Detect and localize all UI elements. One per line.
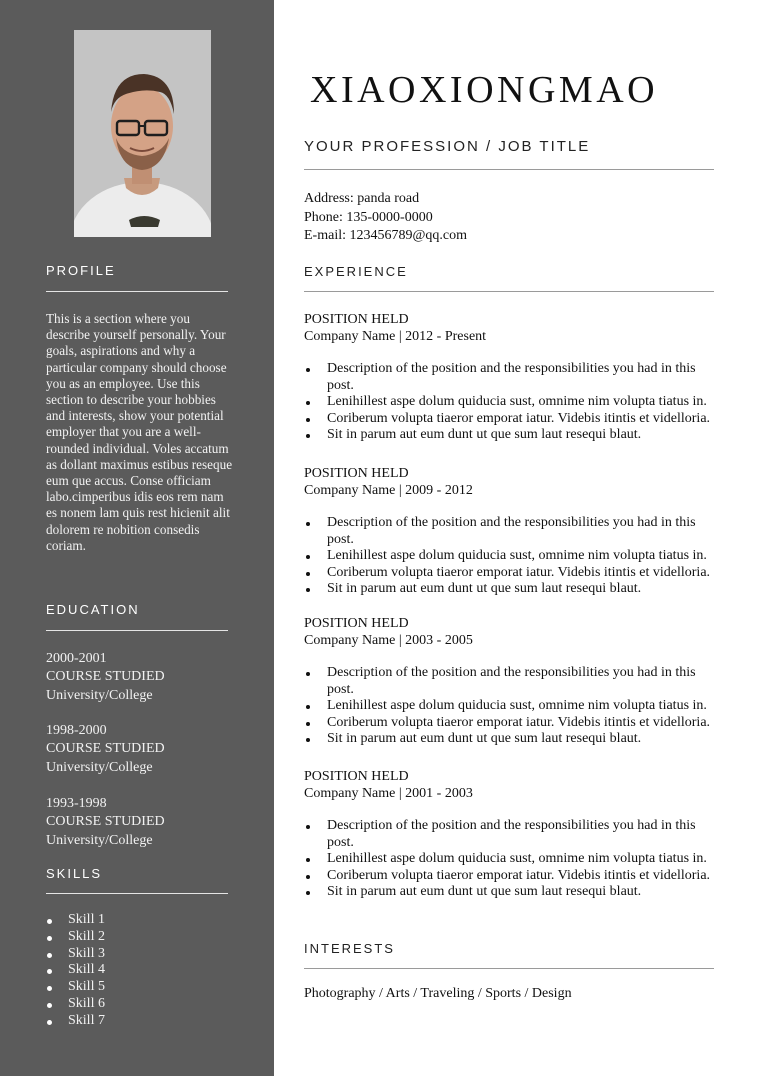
profile-photo-image xyxy=(74,30,211,237)
skill-item: Skill 1 xyxy=(46,912,105,929)
responsibility-item: Description of the position and the responsibilities you had in this post. xyxy=(304,665,724,698)
education-school: University/College xyxy=(46,687,153,703)
education-course: COURSE STUDIED xyxy=(46,814,165,830)
responsibility-item: Lenihillest aspe dolum quiducia sust, omnime nim volupta tiatus in. xyxy=(304,548,724,565)
education-divider xyxy=(46,630,228,631)
responsibility-item: Lenihillest aspe dolum quiducia sust, omnime nim volupta tiatus in. xyxy=(304,394,724,411)
profile-photo xyxy=(74,30,211,237)
education-years: 1993-1998 xyxy=(46,796,107,811)
responsibility-item: Lenihillest aspe dolum quiducia sust, omnime nim volupta tiatus in. xyxy=(304,851,724,868)
responsibility-item: Coriberum volupta tiaeror emporat iatur. Videbis itintis et videlloria. xyxy=(304,565,724,582)
responsibility-item: Sit in parum aut eum dunt ut que sum laut resequi blaut. xyxy=(304,731,724,748)
responsibility-item: Coriberum volupta tiaeror emporat iatur. Videbis itintis et videlloria. xyxy=(304,715,724,732)
education-course: COURSE STUDIED xyxy=(46,669,165,685)
person-name: XIAOXIONGMAO xyxy=(310,69,659,111)
responsibility-item: Coriberum volupta tiaeror emporat iatur. Videbis itintis et videlloria. xyxy=(304,868,724,885)
position-title: POSITION HELD xyxy=(304,312,409,327)
experience-entry xyxy=(304,311,724,444)
company-line: Company Name | 2001 - 2003 xyxy=(304,786,473,801)
experience-entry xyxy=(304,615,724,748)
education-school: University/College xyxy=(46,759,153,775)
responsibility-item: Description of the position and the responsibilities you had in this post. xyxy=(304,515,724,548)
position-title: POSITION HELD xyxy=(304,616,409,631)
responsibility-list xyxy=(304,818,724,901)
skill-item: Skill 2 xyxy=(46,929,105,946)
interests-divider xyxy=(304,968,714,969)
skills-divider xyxy=(46,893,228,894)
responsibility-list xyxy=(304,665,724,748)
responsibility-item: Lenihillest aspe dolum quiducia sust, omnime nim volupta tiatus in. xyxy=(304,698,724,715)
experience-heading: EXPERIENCE xyxy=(304,264,408,279)
company-line: Company Name | 2009 - 2012 xyxy=(304,483,473,498)
responsibility-list xyxy=(304,361,724,444)
position-title: POSITION HELD xyxy=(304,769,409,784)
contact-email: E-mail: 123456789@qq.com xyxy=(304,228,467,243)
education-school: University/College xyxy=(46,832,153,848)
responsibility-item: Description of the position and the responsibilities you had in this post. xyxy=(304,818,724,851)
experience-entry xyxy=(304,465,724,598)
company-line: Company Name | 2012 - Present xyxy=(304,329,487,344)
responsibility-item: Description of the position and the responsibilities you had in this post. xyxy=(304,361,724,394)
education-entry xyxy=(46,650,165,705)
responsibility-item: Sit in parum aut eum dunt ut que sum laut resequi blaut. xyxy=(304,427,724,444)
interests-heading: INTERESTS xyxy=(304,941,395,956)
responsibility-list xyxy=(304,515,724,598)
skill-item: Skill 7 xyxy=(46,1013,105,1030)
skill-item: Skill 5 xyxy=(46,979,105,996)
responsibility-item: Sit in parum aut eum dunt ut que sum laut resequi blaut. xyxy=(304,581,724,598)
responsibility-item: Sit in parum aut eum dunt ut que sum laut resequi blaut. xyxy=(304,884,724,901)
job-title: YOUR PROFESSION / JOB TITLE xyxy=(304,138,591,155)
experience-divider xyxy=(304,291,714,292)
education-years: 1998-2000 xyxy=(46,723,107,738)
education-entry xyxy=(46,795,165,850)
skills-heading: SKILLS xyxy=(46,866,103,881)
position-title: POSITION HELD xyxy=(304,466,409,481)
contact-address: Address: panda road xyxy=(304,191,420,206)
education-entry xyxy=(46,722,165,777)
profile-text: This is a section where you describe yourself personally. Your goals, aspirations and why a particular company should choose you as an employee. Use this section to describe your hobbies and interests, show your potential employer that you are a well-rounded individual. Voles accatum as dollant maximus estibus reseque eum que accus. Conse officiam labo.cimperibus idis eos rem nam es nonem lam quis rest hicienit alit dolorem re nobition consedis coriam. xyxy=(46,311,233,553)
skill-item: Skill 4 xyxy=(46,962,105,979)
skills-list xyxy=(46,912,105,1030)
profile-divider xyxy=(46,291,228,292)
contact-info xyxy=(304,190,467,246)
profile-heading: PROFILE xyxy=(46,263,116,278)
contact-phone: Phone: 135-0000-0000 xyxy=(304,209,433,225)
interests-text: Photography / Arts / Traveling / Sports / Design xyxy=(304,986,572,1001)
education-heading: EDUCATION xyxy=(46,602,140,617)
skill-item: Skill 3 xyxy=(46,946,105,963)
education-years: 2000-2001 xyxy=(46,651,107,666)
sidebar xyxy=(0,0,274,1076)
title-divider xyxy=(304,169,714,170)
education-course: COURSE STUDIED xyxy=(46,741,165,757)
skill-item: Skill 6 xyxy=(46,996,105,1013)
experience-entry xyxy=(304,768,724,901)
responsibility-item: Coriberum volupta tiaeror emporat iatur. Videbis itintis et videlloria. xyxy=(304,411,724,428)
company-line: Company Name | 2003 - 2005 xyxy=(304,633,473,648)
